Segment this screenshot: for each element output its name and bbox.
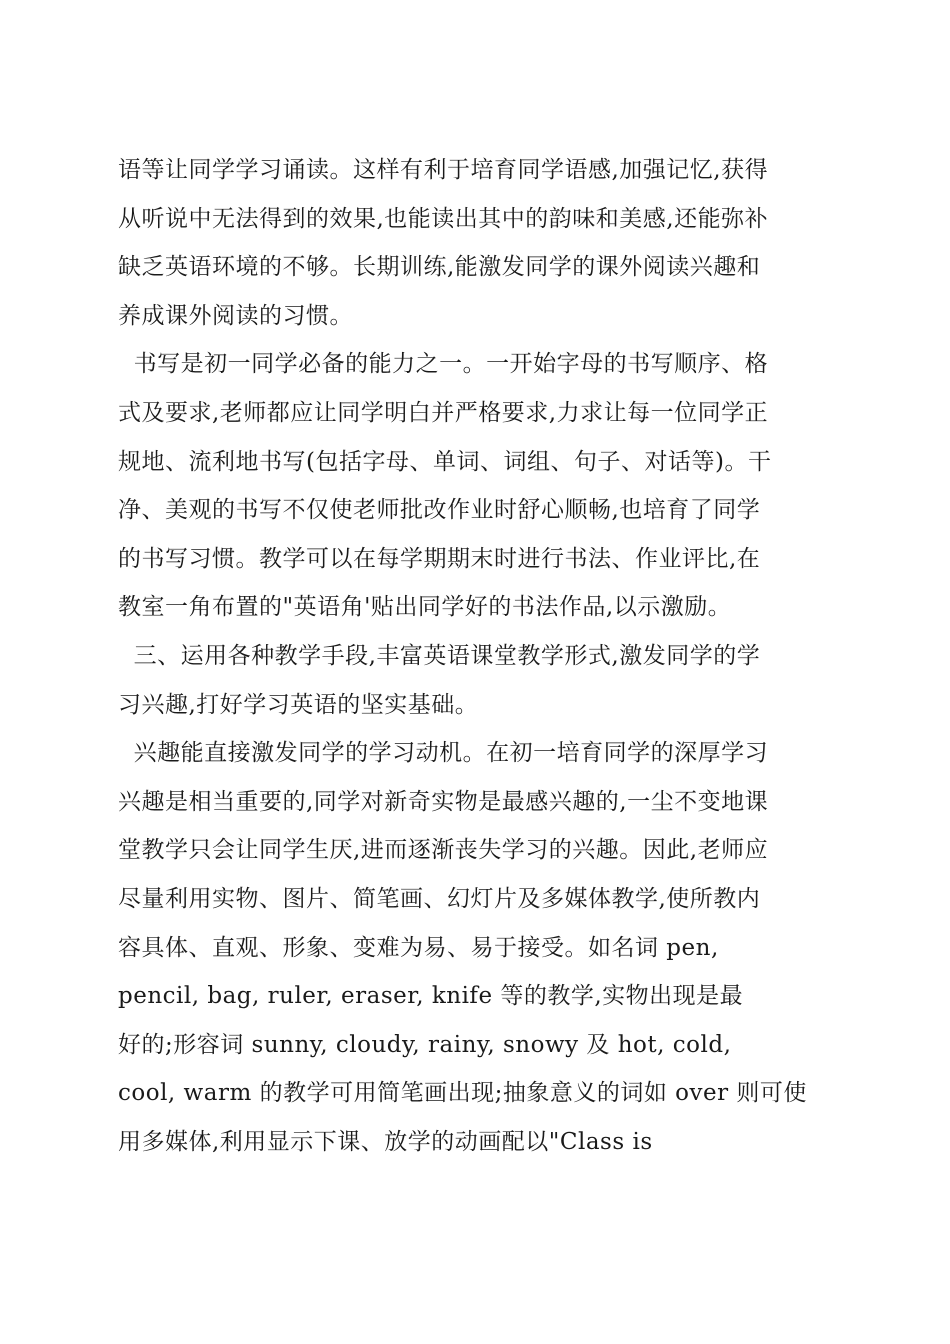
text-line: 从听说中无法得到的效果,也能读出其中的韵味和美感,还能弥补 <box>118 205 769 232</box>
text-line: 净、美观的书写不仅使老师批改作业时舒心顺畅,也培育了同学 <box>118 497 761 524</box>
text-line: 养成课外阅读的习惯。 <box>118 302 353 329</box>
text-line: 书写是初一同学必备的能力之一。一开始字母的书写顺序、格 <box>118 351 769 378</box>
text-line: pencil, bag, ruler, eraser, knife 等的教学,实物出现是最 <box>118 983 744 1010</box>
document-body <box>118 146 834 1166</box>
text-line: 缺乏英语环境的不够。长期训练,能激发同学的课外阅读兴趣和 <box>118 254 761 281</box>
text-line: 尽量利用实物、图片、简笔画、幻灯片及多媒体教学,使所教内 <box>118 885 761 912</box>
text-line: 好的;形容词 sunny, cloudy, rainy, snowy 及 hot, cold, <box>118 1031 732 1058</box>
text-line: 堂教学只会让同学生厌,进而逐渐丧失学习的兴趣。因此,老师应 <box>118 837 769 864</box>
text-line: 的书写习惯。教学可以在每学期期末时进行书法、作业评比,在 <box>118 545 761 572</box>
text-line: 兴趣能直接激发同学的学习动机。在初一培育同学的深厚学习 <box>118 740 769 767</box>
text-line: 容具体、直观、形象、变难为易、易于接受。如名词 pen, <box>118 934 719 961</box>
text-line: 兴趣是相当重要的,同学对新奇实物是最感兴趣的,一尘不变地课 <box>118 788 769 815</box>
text-line: 教室一角布置的"英语角'贴出同学好的书法作品,以示激励。 <box>118 594 732 621</box>
text-line: 式及要求,老师都应让同学明白并严格要求,力求让每一位同学正 <box>118 399 769 426</box>
text-line: 习兴趣,打好学习英语的坚实基础。 <box>118 691 479 718</box>
text-line: 规地、流利地书写(包括字母、单词、词组、句子、对话等)。干 <box>118 448 772 475</box>
text-line: 语等让同学学习诵读。这样有利于培育同学语感,加强记忆,获得 <box>118 157 769 183</box>
text-line: cool, warm 的教学可用简笔画出现;抽象意义的词如 over 则可使 <box>118 1080 807 1107</box>
text-line: 用多媒体,利用显示下课、放学的动画配以"Class is <box>118 1128 653 1155</box>
text-line: 三、运用各种教学手段,丰富英语课堂教学形式,激发同学的学 <box>118 642 761 669</box>
